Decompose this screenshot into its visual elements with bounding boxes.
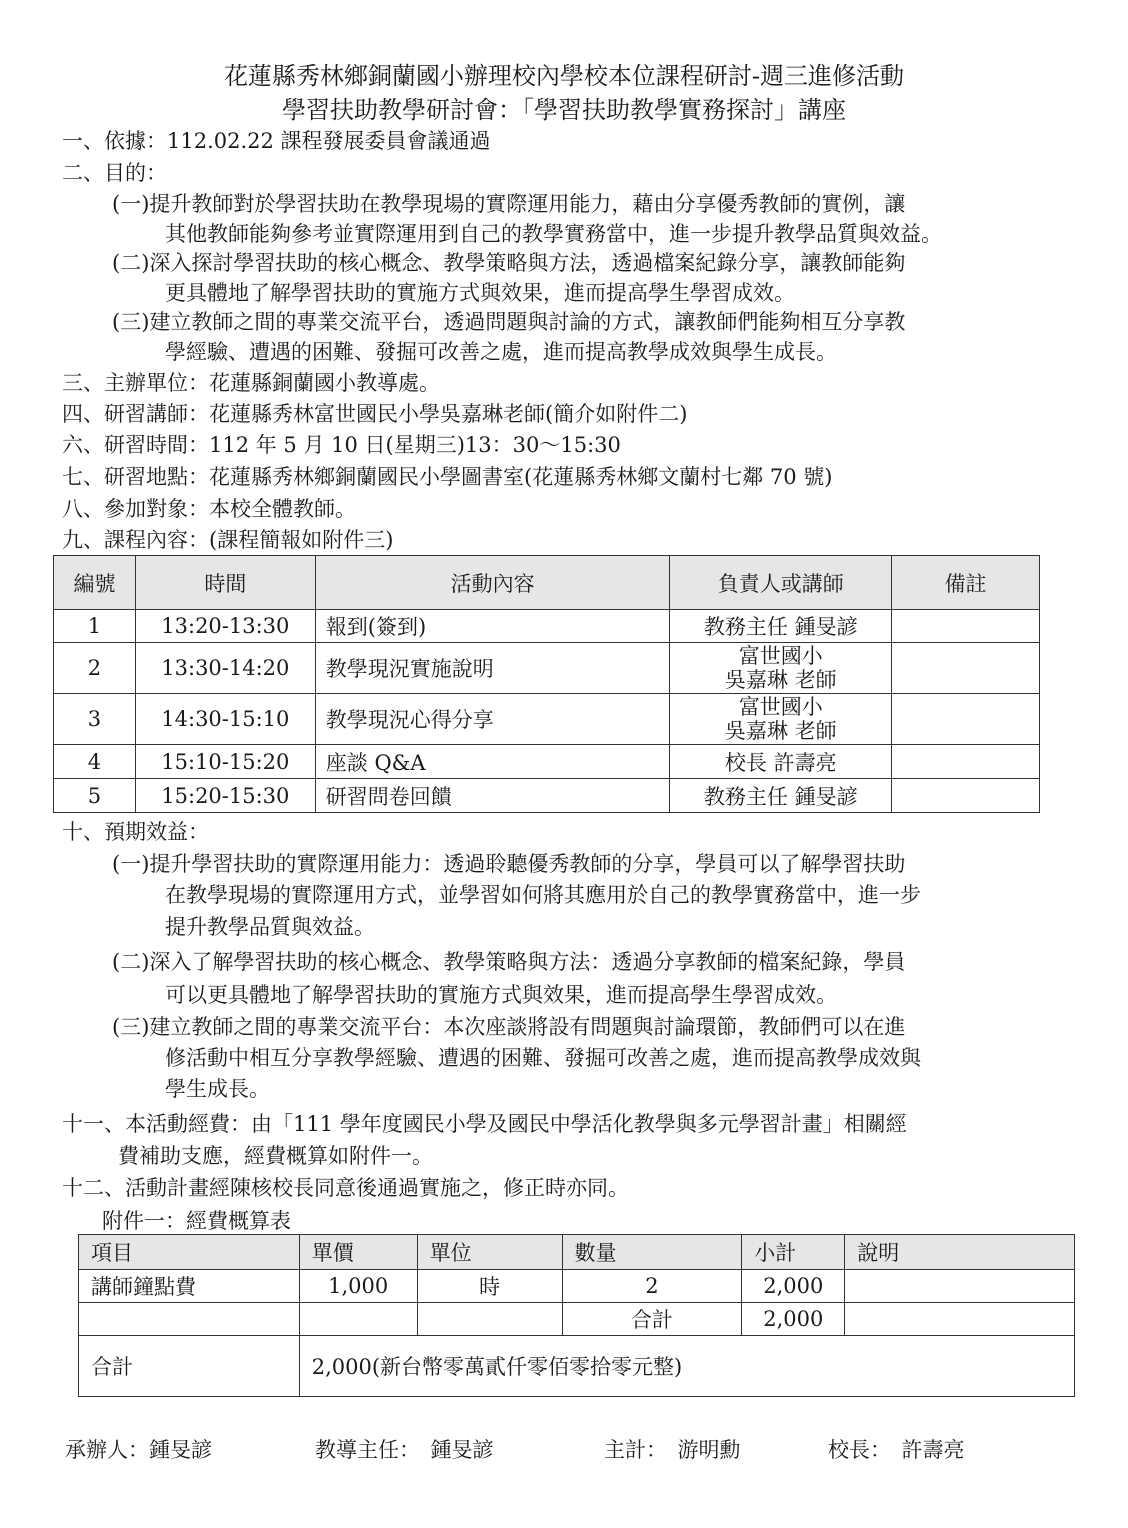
benefit-item-3: (三)建立教師之間的專業交流平台：本次座談將設有問題與討論環節，教師們可以在進	[112, 1015, 906, 1039]
budget-table	[78, 1234, 1075, 1397]
signature-principal: 校長： 許壽亮	[828, 1438, 965, 1462]
purpose-item-3-cont: 學經驗、遭遇的困難、發掘可改善之處，進而提高教學成效與學生成長。	[165, 340, 837, 364]
document-title: 花蓮縣秀林鄉銅蘭國小辦理校內學校本位課程研討-週三進修活動	[223, 62, 905, 90]
row-number: 2	[54, 643, 136, 694]
lecturer-line: 四、研習講師：花蓮縣秀林富世國民小學吳嘉琳老師(簡介如附件二)	[62, 402, 688, 426]
row-activity: 報到(簽到)	[315, 610, 670, 643]
budget-price: 1,000	[299, 1270, 417, 1303]
row-time: 14:30-15:10	[135, 694, 315, 745]
header-number: 編號	[54, 556, 136, 610]
schedule-table	[53, 555, 1040, 813]
purpose-item-1-cont: 其他教師能夠參考並實際運用到自己的教學實務當中，進一步提升教學品質與效益。	[165, 222, 942, 246]
place-line: 七、研習地點：花蓮縣秀林鄉銅蘭國民小學圖書室(花蓮縣秀林鄉文蘭村七鄰 70 號)	[62, 465, 833, 489]
row-activity: 座談 Q&A	[315, 745, 670, 779]
funding-line: 十一、本活動經費：由「111 學年度國民小學及國民中學活化教學與多元學習計畫」相關經	[62, 1112, 907, 1136]
budget-header-qty: 數量	[562, 1235, 742, 1270]
budget-item: 講師鐘點費	[79, 1270, 300, 1303]
budget-empty-cell	[79, 1303, 300, 1336]
budget-note	[845, 1270, 1075, 1303]
row-note	[892, 694, 1040, 745]
purpose-item-2: (二)深入探討學習扶助的核心概念、教學策略與方法，透過檔案紀錄分享，讓教師能夠	[112, 251, 906, 275]
header-time: 時間	[135, 556, 315, 610]
budget-header-price: 單價	[299, 1235, 417, 1270]
row-number: 4	[54, 745, 136, 779]
budget-caption: 附件一：經費概算表	[102, 1209, 291, 1233]
row-note	[892, 745, 1040, 779]
signature-accountant: 主計： 游明勳	[604, 1438, 741, 1462]
budget-header-note: 說明	[845, 1235, 1075, 1270]
benefit-item-1-cont: 在教學現場的實際運用方式，並學習如何將其應用於自己的教學實務當中，進一步	[165, 883, 921, 907]
basis-line: 一、依據：112.02.22 課程發展委員會議通過	[62, 129, 491, 153]
budget-subtotal: 2,000	[742, 1270, 845, 1303]
purpose-item-2-cont: 更具體地了解學習扶助的實施方式與效果，進而提高學生學習成效。	[165, 281, 795, 305]
benefit-item-1-cont2: 提升教學品質與效益。	[165, 915, 375, 939]
row-person	[670, 694, 892, 745]
header-note: 備註	[892, 556, 1040, 610]
row-activity: 教學現況實施說明	[315, 643, 670, 694]
document-subtitle: 學習扶助教學研討會：「學習扶助教學實務探討」講座	[282, 96, 846, 124]
budget-header-row	[79, 1235, 1075, 1270]
row-number: 1	[54, 610, 136, 643]
row-note	[892, 779, 1040, 813]
table-row	[54, 745, 1040, 779]
purpose-item-3: (三)建立教師之間的專業交流平台，透過問題與討論的方式，讓教師們能夠相互分享教	[112, 310, 906, 334]
signature-director: 教導主任： 鍾旻諺	[315, 1438, 494, 1462]
table-row	[79, 1303, 1075, 1336]
row-number: 5	[54, 779, 136, 813]
row-person: 教務主任 鍾旻諺	[670, 610, 892, 643]
header-person: 負責人或講師	[670, 556, 892, 610]
row-activity: 教學現況心得分享	[315, 694, 670, 745]
purpose-item-1: (一)提升教師對於學習扶助在教學現場的實際運用能力，藉由分享優秀教師的實例，讓	[112, 192, 906, 216]
budget-header-unit: 單位	[417, 1235, 562, 1270]
benefit-item-3-cont: 修活動中相互分享教學經驗、遭遇的困難、發掘可改善之處，進而提高教學成效與	[165, 1046, 921, 1070]
benefit-item-3-cont2: 學生成長。	[165, 1077, 270, 1101]
row-person-line2: 吳嘉琳 老師	[724, 719, 837, 743]
time-line: 六、研習時間：112 年 5 月 10 日(星期三)13：30～15:30	[62, 433, 621, 457]
row-note	[892, 643, 1040, 694]
row-activity: 研習問卷回饋	[315, 779, 670, 813]
row-time: 15:10-15:20	[135, 745, 315, 779]
benefit-item-2-cont: 可以更具體地了解學習扶助的實施方式與效果，進而提高學生學習成效。	[165, 983, 837, 1007]
benefit-item-1: (一)提升學習扶助的實際運用能力：透過聆聽優秀教師的分享，學員可以了解學習扶助	[112, 852, 906, 876]
budget-header-subtotal: 小計	[742, 1235, 845, 1270]
organizer-line: 三、主辦單位：花蓮縣銅蘭國小教導處。	[62, 371, 440, 395]
row-person	[670, 643, 892, 694]
table-row	[79, 1336, 1075, 1397]
row-time: 13:30-14:20	[135, 643, 315, 694]
row-number: 3	[54, 694, 136, 745]
row-person-line1: 富世國小	[738, 695, 823, 719]
row-person-line1: 富世國小	[738, 644, 823, 668]
row-note	[892, 610, 1040, 643]
row-time: 13:20-13:30	[135, 610, 315, 643]
schedule-header-row	[54, 556, 1040, 610]
budget-total-label: 合計	[79, 1336, 300, 1397]
budget-sum-value: 2,000	[742, 1303, 845, 1336]
budget-sum-label: 合計	[562, 1303, 742, 1336]
budget-total-value: 2,000(新台幣零萬貳仟零佰零拾零元整)	[299, 1336, 1074, 1397]
funding-line-cont: 費補助支應，經費概算如附件一。	[118, 1144, 433, 1168]
budget-qty: 2	[562, 1270, 742, 1303]
row-time: 15:20-15:30	[135, 779, 315, 813]
signature-handler: 承辦人：鍾旻諺	[65, 1438, 212, 1462]
table-row	[54, 694, 1040, 745]
benefits-heading: 十、預期效益：	[62, 820, 209, 844]
content-heading: 九、課程內容：(課程簡報如附件三)	[62, 528, 394, 552]
row-person-line2: 吳嘉琳 老師	[724, 668, 837, 692]
table-row	[54, 779, 1040, 813]
budget-header-item: 項目	[79, 1235, 300, 1270]
row-person: 教務主任 鍾旻諺	[670, 779, 892, 813]
row-person: 校長 許壽亮	[670, 745, 892, 779]
table-row	[79, 1270, 1075, 1303]
table-row	[54, 610, 1040, 643]
benefit-item-2: (二)深入了解學習扶助的核心概念、教學策略與方法：透過分享教師的檔案紀錄，學員	[112, 950, 906, 974]
budget-empty-cell	[299, 1303, 417, 1336]
approval-line: 十二、活動計畫經陳核校長同意後通過實施之，修正時亦同。	[62, 1176, 629, 1200]
table-row	[54, 643, 1040, 694]
budget-unit: 時	[417, 1270, 562, 1303]
participants-line: 八、參加對象：本校全體教師。	[62, 497, 356, 521]
header-activity: 活動內容	[315, 556, 670, 610]
budget-empty-cell	[417, 1303, 562, 1336]
purpose-heading: 二、目的：	[62, 161, 167, 185]
budget-empty-cell	[845, 1303, 1075, 1336]
